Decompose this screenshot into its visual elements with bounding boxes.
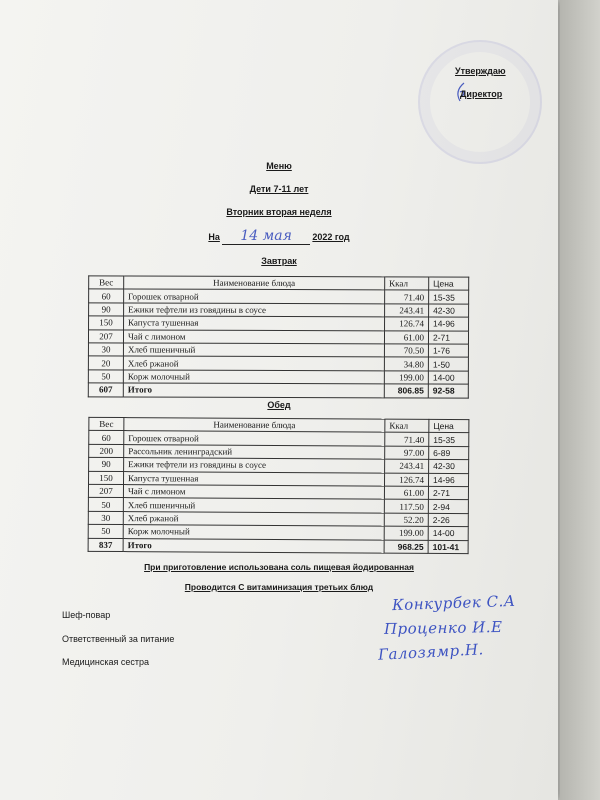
cell-price: 14-96 bbox=[428, 473, 468, 487]
cell-name: Капуста тушенная bbox=[124, 316, 385, 330]
total-weight: 837 bbox=[88, 538, 123, 552]
cell-name: Горошек отварной bbox=[124, 289, 385, 303]
table-row bbox=[88, 343, 468, 358]
cell-price: 2-71 bbox=[428, 486, 468, 500]
cell-weight: 90 bbox=[89, 458, 124, 472]
cell-name: Чай с лимоном bbox=[123, 330, 384, 344]
total-name: Итого bbox=[123, 383, 384, 397]
cell-name: Горошек отварной bbox=[124, 431, 385, 446]
cell-kcal: 97.00 bbox=[385, 446, 429, 460]
date-year: 2022 год bbox=[312, 232, 350, 242]
cell-weight: 60 bbox=[89, 289, 124, 303]
table-row bbox=[88, 370, 468, 385]
background-surface bbox=[560, 0, 600, 800]
salt-note: При приготовление использована соль пищевая йодированная bbox=[144, 562, 414, 572]
total-price: 92-58 bbox=[428, 384, 468, 398]
table-row bbox=[89, 289, 469, 304]
total-name: Итого bbox=[123, 538, 384, 553]
total-row bbox=[88, 538, 468, 554]
cell-name: Корж молочный bbox=[123, 370, 384, 384]
day-of-week: Вторник вторая неделя bbox=[226, 207, 332, 217]
table-row bbox=[88, 329, 468, 344]
cell-kcal: 61.00 bbox=[384, 486, 428, 500]
director-label: Директор bbox=[460, 89, 503, 99]
cell-price: 14-00 bbox=[428, 527, 468, 541]
lunch-heading: Обед bbox=[267, 400, 291, 410]
cell-weight: 60 bbox=[89, 431, 124, 445]
vitamin-note: Проводится С витаминизация третьих блюд bbox=[184, 582, 374, 592]
cell-kcal: 61.00 bbox=[384, 330, 428, 344]
col-kcal: Ккал bbox=[385, 277, 429, 291]
cell-name: Ежики тефтели из говядины в соусе bbox=[124, 458, 385, 473]
cell-price: 15-35 bbox=[429, 433, 469, 447]
cell-kcal: 199.00 bbox=[384, 526, 428, 540]
total-price: 101-41 bbox=[428, 540, 468, 554]
cell-price: 1-76 bbox=[428, 344, 468, 358]
cell-price: 2-94 bbox=[428, 500, 468, 514]
cell-price: 14-00 bbox=[428, 371, 468, 385]
cell-weight: 207 bbox=[88, 484, 123, 498]
date-handwritten: 14 мая bbox=[240, 228, 292, 244]
age-group: Дети 7-11 лет bbox=[249, 184, 309, 194]
date-prefix: На bbox=[208, 232, 220, 242]
menu-title: Меню bbox=[266, 161, 292, 171]
cell-kcal: 199.00 bbox=[384, 371, 428, 385]
cell-price: 15-35 bbox=[429, 290, 469, 304]
cell-weight: 50 bbox=[88, 370, 123, 384]
col-name: Наименование блюда bbox=[124, 418, 385, 433]
cell-kcal: 117.50 bbox=[384, 499, 428, 513]
cell-weight: 90 bbox=[89, 303, 124, 317]
cell-weight: 20 bbox=[88, 356, 123, 370]
cell-name: Капуста тушенная bbox=[124, 471, 385, 486]
col-price: Цена bbox=[429, 277, 469, 291]
cell-name: Хлеб пшеничный bbox=[123, 498, 384, 513]
cell-kcal: 71.40 bbox=[385, 433, 429, 447]
cell-kcal: 243.41 bbox=[385, 459, 429, 473]
cell-kcal: 126.74 bbox=[385, 317, 429, 331]
cell-weight: 30 bbox=[88, 343, 123, 357]
col-price: Цена bbox=[429, 419, 469, 433]
total-weight: 607 bbox=[88, 383, 123, 397]
total-row bbox=[88, 383, 468, 398]
cell-weight: 150 bbox=[89, 471, 124, 485]
cell-kcal: 34.80 bbox=[384, 357, 428, 371]
date-line bbox=[0, 228, 558, 245]
lunch-table bbox=[88, 417, 470, 554]
cell-price: 2-71 bbox=[428, 331, 468, 345]
cell-weight: 50 bbox=[88, 498, 123, 512]
breakfast-table bbox=[88, 275, 469, 398]
cell-weight: 200 bbox=[89, 444, 124, 458]
breakfast-heading: Завтрак bbox=[261, 256, 297, 266]
cell-price: 42-30 bbox=[429, 304, 469, 318]
cell-name: Хлеб пшеничный bbox=[123, 343, 384, 357]
cell-price: 2-26 bbox=[428, 513, 468, 527]
table-row bbox=[89, 303, 469, 318]
cell-name: Хлеб ржаной bbox=[123, 356, 384, 370]
chef-label: Шеф-повар bbox=[62, 610, 111, 620]
col-kcal: Ккал bbox=[385, 419, 429, 433]
cell-price: 42-30 bbox=[429, 460, 469, 474]
cell-name: Хлеб ржаной bbox=[123, 511, 384, 526]
approve-label: Утверждаю bbox=[455, 66, 506, 76]
nutrition-label: Ответственный за питание bbox=[62, 634, 175, 644]
table-header-row bbox=[89, 276, 469, 291]
table-row bbox=[89, 316, 469, 331]
nurse-signature: Галозямр.Н. bbox=[377, 640, 485, 664]
cell-weight: 30 bbox=[88, 511, 123, 525]
cell-name: Чай с лимоном bbox=[123, 485, 384, 500]
nurse-label: Медицинская сестра bbox=[62, 657, 149, 667]
table-row bbox=[88, 356, 468, 371]
cell-price: 14-96 bbox=[429, 317, 469, 331]
cell-kcal: 52.20 bbox=[384, 513, 428, 527]
official-stamp bbox=[418, 40, 542, 164]
cell-name: Ежики тефтели из говядины в соусе bbox=[124, 303, 385, 317]
col-weight: Вес bbox=[89, 417, 124, 431]
cell-kcal: 126.74 bbox=[384, 473, 428, 487]
cell-weight: 150 bbox=[89, 316, 124, 330]
nutrition-signature: Проценко И.Е bbox=[383, 617, 503, 639]
cell-weight: 50 bbox=[88, 524, 123, 538]
cell-kcal: 70.50 bbox=[384, 344, 428, 358]
total-kcal: 806.85 bbox=[384, 384, 428, 398]
cell-kcal: 243.41 bbox=[385, 304, 429, 318]
cell-name: Корж молочный bbox=[123, 525, 384, 540]
cell-price: 6-89 bbox=[429, 446, 469, 460]
col-weight: Вес bbox=[89, 276, 124, 290]
chef-signature: Конкурбек С.А bbox=[391, 591, 516, 615]
col-name: Наименование блюда bbox=[124, 276, 385, 290]
cell-price: 1-50 bbox=[428, 357, 468, 371]
total-kcal: 968.25 bbox=[384, 540, 428, 554]
cell-kcal: 71.40 bbox=[385, 290, 429, 304]
cell-name: Рассольник ленинградский bbox=[124, 444, 385, 459]
cell-weight: 207 bbox=[88, 329, 123, 343]
